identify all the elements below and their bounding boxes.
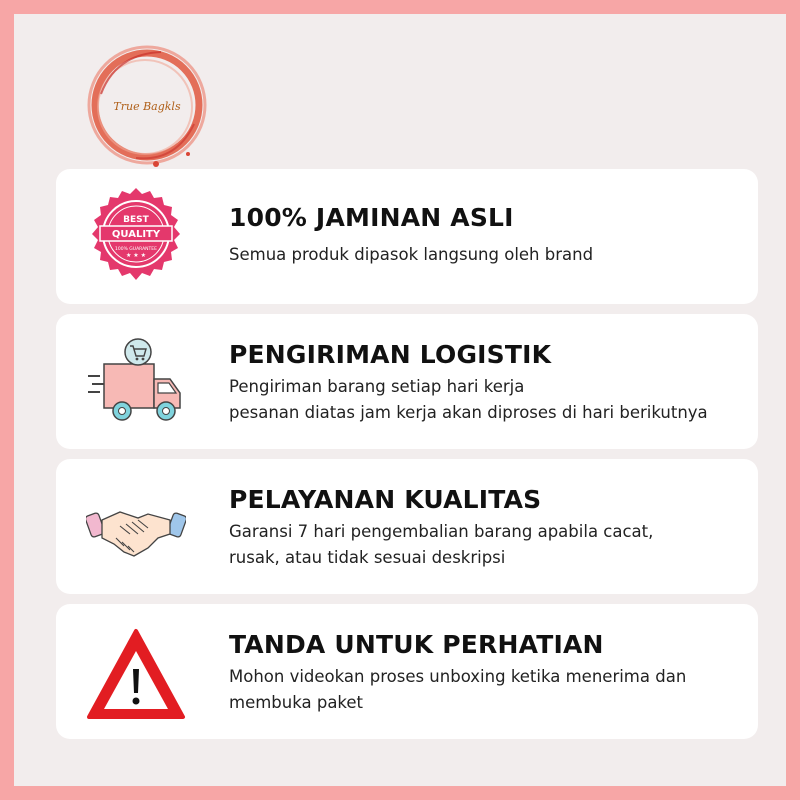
card-description: Mohon videokan proses unboxing ketika menerima dan membuka paket (229, 667, 687, 712)
card-title: 100% JAMINAN ASLI (229, 203, 514, 232)
brand-logo-ring-icon (76, 34, 218, 176)
card-description: Garansi 7 hari pengembalian barang apabila cacat, rusak, atau tidak sesuai deskripsi (229, 522, 654, 567)
warning-triangle-icon (86, 621, 186, 721)
card-description: Pengiriman barang setiap hari kerja pesanan diatas jam kerja akan diproses di hari berikutnya (229, 377, 708, 422)
svg-text:BEST: BEST (123, 215, 149, 225)
card-title: TANDA UNTUK PERHATIAN (229, 630, 604, 659)
card-description: Semua produk dipasok langsung oleh brand (229, 245, 594, 264)
handshake-icon (86, 476, 186, 576)
card-title: PENGIRIMAN LOGISTIK (229, 340, 552, 369)
best-quality-badge-icon (86, 186, 186, 286)
card-original-guarantee (56, 169, 758, 304)
card-attention-notice (56, 604, 758, 739)
svg-text:★ ★ ★: ★ ★ ★ (126, 252, 146, 259)
svg-text:QUALITY: QUALITY (111, 229, 161, 240)
card-logistics (56, 314, 758, 449)
brand-logo (76, 34, 218, 176)
delivery-truck-icon (86, 331, 186, 431)
card-quality-service (56, 459, 758, 594)
svg-text:100% GUARANTEE: 100% GUARANTEE (115, 247, 157, 252)
card-title: PELAYANAN KUALITAS (229, 485, 542, 514)
brand-logo-text: True Bagkls (113, 100, 181, 113)
